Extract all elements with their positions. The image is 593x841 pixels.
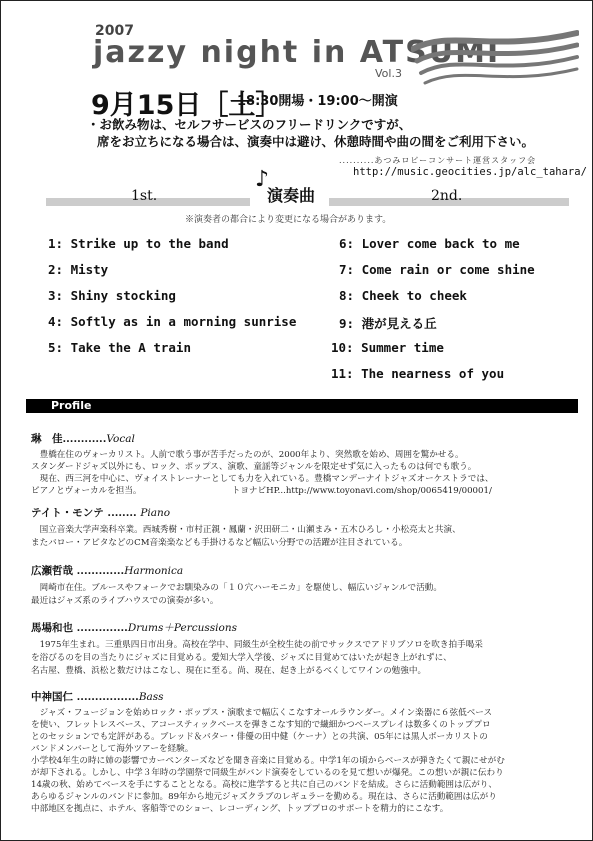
song-item: 11: The nearness of you (331, 366, 505, 381)
program-disclaimer: ※演奏者の都合により変更になる場合があります。 (185, 215, 392, 225)
song-item: 10: Summer time (331, 340, 444, 355)
song-item: 9: 港が見える丘 (339, 316, 437, 331)
member-bio-line: とのセッションでも定評がある。ブレッド＆バター・俳優の田中健（ケーナ）との共演、05年には黒人ボーカリストの (31, 732, 488, 742)
music-note-icon: ♪ (255, 167, 270, 192)
member-bio-line: 14歳の秋、始めてベースを手にすることとなる。高校に進学すると共に自己のバンドを結成。さらに活動範囲は広がり、 (31, 780, 497, 790)
member-heading (31, 431, 135, 446)
member-heading (31, 689, 164, 704)
member-name: テイト・モンテ (31, 507, 104, 519)
profile-label: Profile (51, 399, 92, 412)
song-item: 1: Strike up to the band (48, 236, 229, 251)
member-bio-line: 名古屋、豊橋、浜松と数だけはこなし、現在に至る。尚、現在、起き上がるべくしてワインの勉強中。 (31, 666, 427, 676)
member-bio-line: を浴びるのを目の当たりにジャズに目覚める。愛知大学入学後、ジャズに目覚めてはいたが起き上がれずに、 (31, 653, 452, 663)
event-title: jazzy night in ATSUMI (93, 35, 501, 70)
member-instrument: Drums＋Percussions (127, 622, 237, 634)
member-name: 広瀬哲哉 (31, 565, 73, 577)
member-heading (31, 620, 237, 635)
event-date: 9月15日［土］ (91, 90, 283, 121)
event-time: 18:30開場・19:00〜開演 (237, 94, 398, 109)
first-set-label: 1st. (131, 188, 158, 204)
member-bio-line: 1975年生まれ。三重県四日市出身。高校在学中、同級生が全校生徒の前でサックスでアドリブソロを吹き拍手喝采 (31, 640, 483, 650)
member-dots: ............ (62, 433, 107, 445)
member-bio-line: 現在、西三河を中心に、ヴォイストレーナーとしても力を入れている。豊橋マンデーナイトジャズオーケストラでは、 (31, 474, 494, 484)
second-set-label: 2nd. (431, 188, 463, 204)
song-item: 7: Come rain or come shine (339, 262, 535, 277)
member-dots: ........ (103, 507, 141, 519)
member-bio-line: 最近はジャズ系のライブハウスでの演奏が多い。 (31, 596, 219, 606)
notice-line-2: 席をお立ちになる場合は、演奏中は避け、休憩時間や曲の間をご利用下さい。 (97, 134, 535, 149)
member-bio-line: 国立音楽大学声楽科卒業。西城秀樹・市村正親・鳳蘭・沢田研二・山瀬まみ・五木ひろし・小松亮太と共演、 (31, 525, 461, 535)
member-bio-line: 中部地区を拠点に、ホテル、客船等でのショー、レコーディング、トッププロのサポートを精力的にこなす。 (31, 804, 449, 814)
member-bio-line: が却下される。しかし、中学３年時の学園祭で同級生がバンド演奏をしているのを見て想いが爆発。この想いが親に伝わり (31, 768, 504, 778)
member-instrument: Harmonica (124, 565, 184, 577)
member-dots: .............. (73, 622, 128, 634)
profile-header-bar (26, 399, 578, 413)
website-url[interactable]: http://music.geocities.jp/alc_tahara/ (353, 166, 587, 178)
song-item: 6: Lover come back to me (339, 236, 520, 251)
notice-line-1: ・お飲み物は、セルフサービスのフリードリンクですが、 (87, 117, 412, 132)
member-bio-line: 小学校4年生の時に姉の影響でカーペンターズなどを聞き音楽に目覚める。中学1年の頃からベースが弾きたくて親にせがむ (31, 756, 505, 766)
member-heading (31, 505, 170, 520)
member-bio-line: ジャズ・フュージョンを始めロック・ポップス・演歌まで幅広くこなすオールラウンダー。メイン楽器に６弦低ベース (31, 708, 493, 718)
member-dots: ............. (73, 565, 125, 577)
member-bio-line: 豊橋在住のヴォーカリスト。人前で歌う事が苦手だったのが、2000年より、突然歌を始め、周囲を驚かせる。 (31, 450, 464, 460)
member-bio-line: またバロー・アピタなどのCM音楽楽なども手掛けるなど幅広い分野での活躍が注目されている。 (31, 538, 408, 548)
member-bio-line: ピアノとヴォーカルを担当。 トヨナビHP...http://www.toyonavi.com/shop/0065419/00001/ (31, 486, 492, 496)
member-bio-line: あらゆるジャンルのバンドに参加。89年から地元ジャズクラブのレギュラーを勤める。現在は、さらに活動範囲は広がり (31, 792, 497, 802)
member-bio-line: を使い、フレットレスベース、アコースティックベースを弾きこなす知的で繊細かつベースプレイは数多くのトッププロ (31, 720, 491, 730)
member-instrument: Vocal (106, 433, 135, 445)
member-bio-line: 岡崎市在住。ブルースやフォークでお馴染みの「１０穴ハーモニカ」を駆使し、幅広いジャンルで活動。 (31, 583, 442, 593)
member-bio-line: バンドメンバーとして海外ツアーを経験。 (31, 744, 194, 754)
song-item: 3: Shiny stocking (48, 288, 176, 303)
member-instrument: Bass (138, 691, 164, 703)
song-item: 8: Cheek to cheek (339, 288, 467, 303)
song-item: 4: Softly as in a morning sunrise (48, 314, 297, 329)
song-item: 2: Misty (48, 262, 109, 277)
song-item: 5: Take the A train (48, 340, 191, 355)
member-heading (31, 563, 183, 578)
wave-decoration-icon (411, 23, 579, 93)
volume-label: Vol.3 (375, 67, 402, 80)
member-name: 琳 佳 (31, 433, 63, 445)
member-name: 馬場和也 (31, 622, 73, 634)
member-name: 中神国仁 (31, 691, 73, 703)
program-title: 演奏曲 (267, 186, 316, 205)
member-instrument: Piano (140, 507, 171, 519)
member-bio-line: スタンダードジャズ以外にも、ロック、ポップス、演歌、童謡等ジャンルを限定せず気に入ったものは何でも歌う。 (31, 462, 477, 472)
event-year: 2007 (95, 23, 134, 39)
member-dots: ................. (73, 691, 139, 703)
staff-credit: ..........あつみロビーコンサート運営スタッフ会 (339, 156, 537, 165)
